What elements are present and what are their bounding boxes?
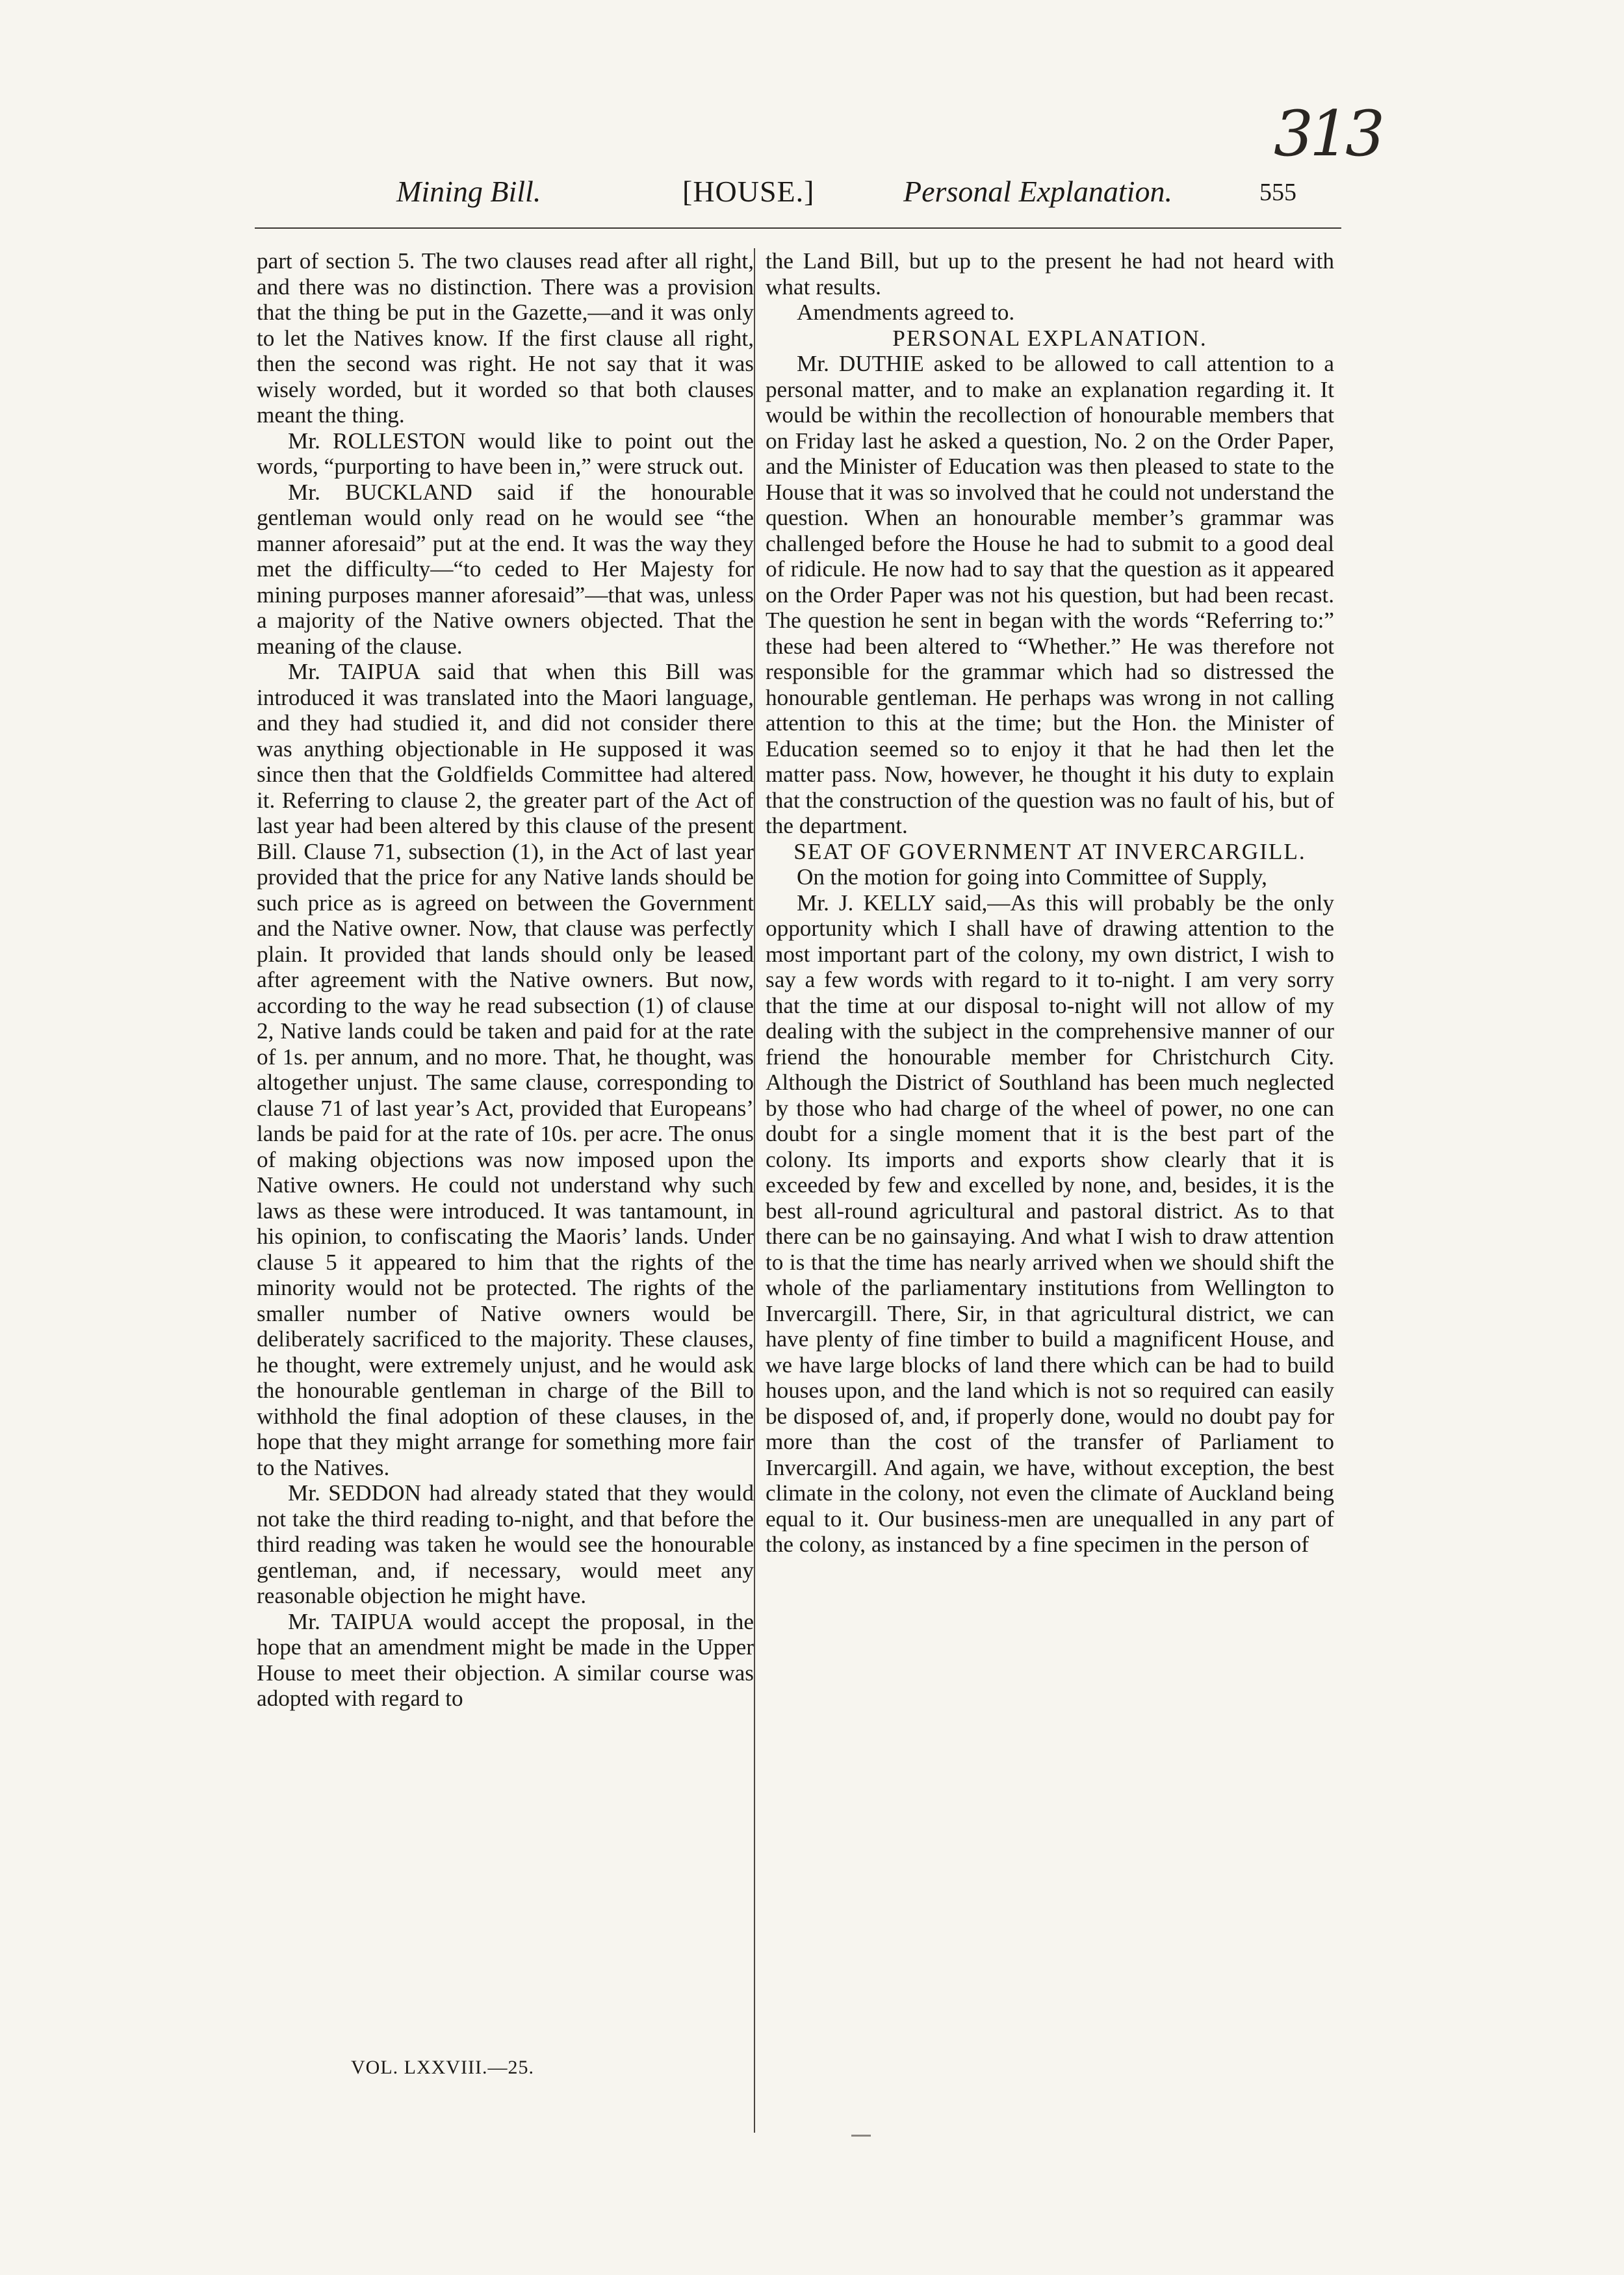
header-rule (255, 227, 1341, 229)
header-left: Mining Bill. (396, 175, 541, 208)
paragraph: Mr. ROLLESTON would like to point out the words, “purporting to have been in,” were struck out. (257, 428, 754, 479)
printer-mark (851, 2135, 871, 2137)
right-column (766, 248, 1334, 1558)
header-right: Personal Explanation. (903, 175, 1172, 208)
header-center: [HOUSE.] (682, 175, 815, 208)
column-divider (754, 248, 755, 2133)
paragraph: Amendments agreed to. (797, 300, 1015, 325)
paragraph: Mr. TAIPUA said that when this Bill was introduced it was translated into the Maori language, and they had studied it, and did not consider there was anything objectionable in He supposed it was since then that the Goldfields Committee had altered it. Referring to clause 2, the greater part of the Act of last year had been altered by this clause of the present Bill. Clause 71, subsection (1), in the Act of last year provided that the price for any Native lands should be such price as is agreed on between the Government and the Native owner. Now, that clause was perfectly plain. It provided that lands should only be leased after agreement with the Native owners. But now, according to the way he read subsection (1) of clause 2, Native lands could be taken and paid for at the rate of 1s. per annum, and no more. That, he thought, was altogether unjust. The same clause, corresponding to clause 71 of last year’s Act, provided that Europeans’ lands be paid for at the rate of 10s. per acre. The onus of making objections was now imposed upon the Native owners. He could not understand why such laws as these were introduced. It was tantamount, in his opinion, to confiscating the Maoris’ lands. Under clause 5 it appeared to him that the rights of the minority would not be protected. The rights of the smaller number of Native owners would be deliberately sacrificed to the majority. These clauses, he thought, were extremely unjust, and he would ask the honourable gentleman in charge of the Bill to withhold the final adoption of these clauses, in the hope that they might arrange for something more fair to the Natives. (257, 659, 754, 1480)
paragraph: part of section 5. The two clauses read after all right, and there was no distinction. There was a provision that the thing be put in the Gazette,—and it was only to let the Natives know. If the first clause all right, then the second was right. He not say that it was wisely worded, but it worded so that both clauses meant the thing. (257, 248, 754, 428)
paragraph: Mr. DUTHIE asked to be allowed to call attention to a personal matter, and to make an explanation regarding it. It would be within the recollection of honourable members that on Friday last he asked a question, No. 2 on the Order Paper, and the Minister of Education was then pleased to state to the House that it was so involved that he could not understand the question. When an honourable member’s grammar was challenged before the House he had to submit to a good deal of ridicule. He now had to say that the question as it appeared on the Order Paper was not his question, but had been recast. The question he sent in began with the words “Referring to:” these had been altered to “Whether.” He was therefore not responsible for the grammar which had so distressed the honourable gentleman. He perhaps was wrong in not calling attention to this at the time; but the Hon. the Minister of Education seemed so to enjoy it that he had then let the matter pass. Now, however, he thought it his duty to explain that the construction of the question was no fault of his, but of the department. (766, 351, 1334, 838)
handwritten-page-number: 313 (1274, 97, 1382, 170)
paragraph: Mr. TAIPUA would accept the proposal, in the hope that an amendment might be made in the Upper House to meet their objection. A similar course was adopted with regard to (257, 1608, 754, 1711)
page-number: 555 (1259, 179, 1296, 206)
paragraph: Mr. SEDDON had already stated that they would not take the third reading to-night, and that before the third reading was taken he would see the honourable gentleman, and, if necessary, would meet any reasonable objection he might have. (257, 1480, 754, 1608)
volume-footer: VOL. LXXVIII.—25. (351, 2057, 534, 2078)
section-heading: PERSONAL EXPLANATION. (892, 325, 1207, 351)
paragraph: the Land Bill, but up to the present he had not heard with what results. (766, 248, 1334, 300)
paragraph: On the motion for going into Committee of Supply, (797, 864, 1267, 890)
paragraph: Mr. BUCKLAND said if the honourable gentleman would only read on he would see “the manner aforesaid” put at the end. It was the way they met the difficulty—“to ceded to Her Majesty for mining purposes manner aforesaid”—that was, unless a majority of the Native owners objected. That the meaning of the clause. (257, 479, 754, 659)
paragraph: Mr. J. KELLY said,—As this will probably be the only opportunity which I shall have of drawing attention to the most important part of the colony, my own district, I wish to say a few words with regard to it to-night. I am very sorry that the time at our disposal to-night will not allow of my dealing with the subject in the comprehensive manner of our friend the honourable member for Christchurch City. Although the District of Southland has been much neglected by those who had charge of the wheel of power, no one can doubt for a single moment that it is the best part of the colony. Its imports and exports show clearly that it is exceeded by few and excelled by none, and, besides, it is the best all-round agricultural and pastoral district. As to that there can be no gainsaying. And what I wish to draw attention to is that the time has nearly arrived when we should shift the whole of the parliamentary institutions from Wellington to Invercargill. There, Sir, in that agricultural district, we can have plenty of fine timber to build a magnificent House, and we have large blocks of land there which can be had to build houses upon, and the land which is not so required can easily be disposed of, and, if properly done, would no doubt pay for more than the cost of the transfer of Parliament to Invercargill. And again, we have, without exception, the best climate in the colony, not even the climate of Auckland being equal to it. Our business-men are unequalled in any part of the colony, as instanced by a fine specimen in the person of (766, 890, 1334, 1557)
section-heading: SEAT OF GOVERNMENT AT INVERCARGILL. (793, 838, 1306, 864)
running-header (390, 174, 1296, 220)
left-column (257, 248, 754, 1712)
